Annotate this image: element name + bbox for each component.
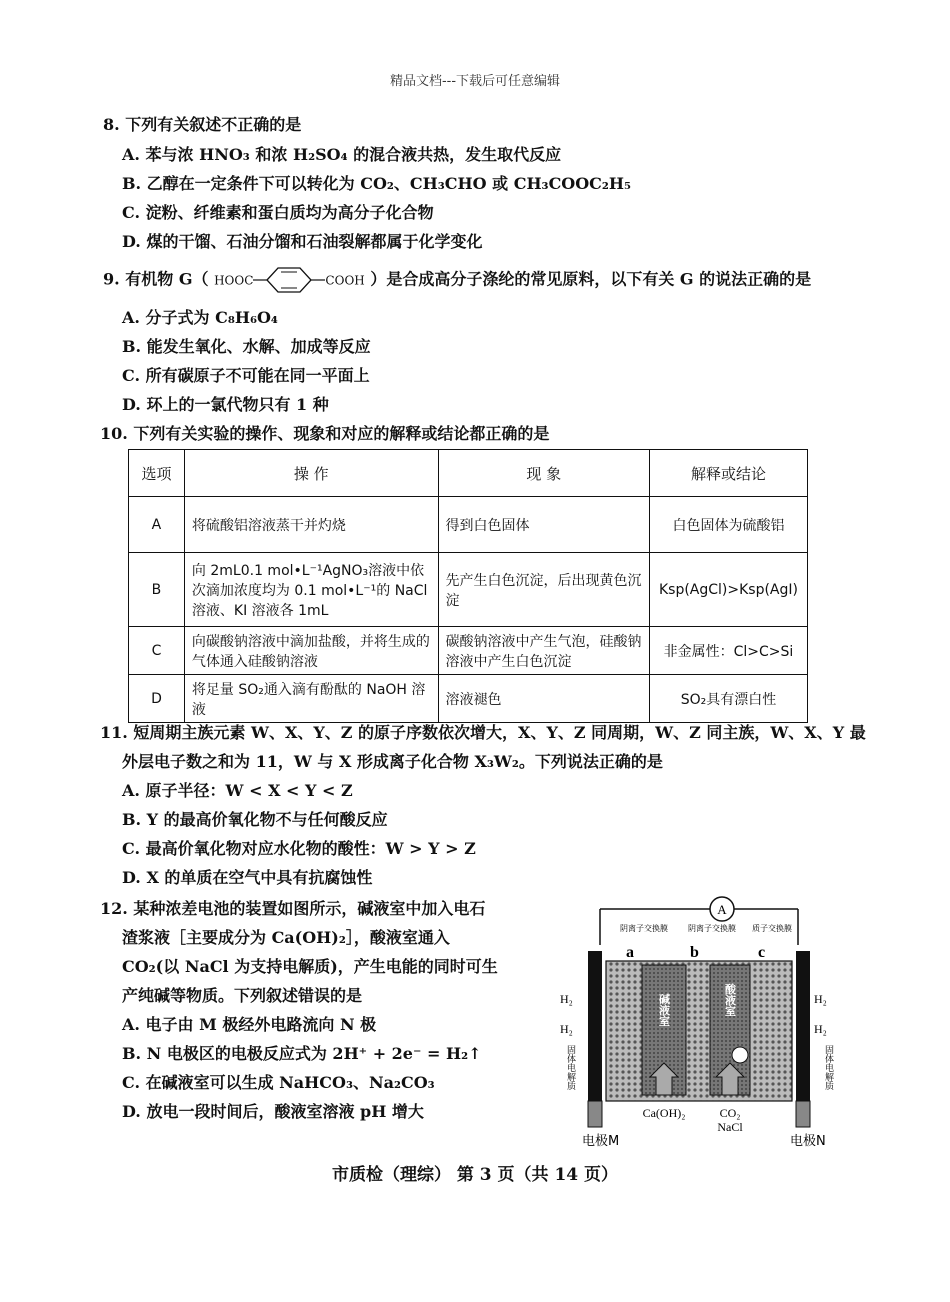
h2-label: H₂: [814, 992, 827, 1006]
table-cell: 先产生白色沉淀，后出现黄色沉淀: [438, 553, 649, 627]
q9-stem: [103, 265, 811, 295]
electrode-n-label: 电极N: [790, 1134, 826, 1149]
table-cell: 得到白色固体: [438, 497, 649, 553]
table-cell: SO₂具有漂白性: [649, 675, 807, 723]
table-cell: 溶液褪色: [438, 675, 649, 723]
membrane-a-letter: a: [626, 944, 634, 961]
q12-option-d: D. 放电一段时间后，酸液室溶液 pH 增大: [122, 1102, 424, 1121]
table-cell: D: [129, 675, 185, 723]
q8-option-c: C. 淀粉、纤维素和蛋白质均为高分子化合物: [122, 203, 434, 222]
table-cell: 向 2mL0.1 mol•L⁻¹AgNO₃溶液中依次滴加浓度均为 0.1 mol•L⁻¹的 NaCl 溶液、KI 溶液各 1mL: [184, 553, 438, 627]
q9-stem-pre: 9. 有机物 G（: [103, 269, 209, 289]
q9-option-a: A. 分子式为 C₈H₆O₄: [122, 308, 278, 327]
q9-cooh: COOH: [325, 273, 365, 288]
benzene-ring-structure: [253, 265, 325, 295]
table-cell: A: [129, 497, 185, 553]
q10-stem: 10. 下列有关实验的操作、现象和对应的解释或结论都正确的是: [100, 424, 550, 443]
q9-hooc: HOOC: [214, 273, 254, 288]
experiment-table: [128, 449, 808, 723]
table-row: [129, 627, 808, 675]
table-header: 选项: [129, 450, 185, 497]
h2-label: H₂: [814, 1022, 827, 1036]
electrode-m-label: 电极M: [582, 1134, 620, 1149]
table-header: 操 作: [184, 450, 438, 497]
q9-option-b: B. 能发生氧化、水解、加成等反应: [122, 337, 371, 356]
q9-option-d: D. 环上的一氯代物只有 1 种: [122, 395, 329, 414]
membrane-c-letter: c: [758, 944, 766, 961]
h2-label: H₂: [560, 1022, 573, 1036]
membrane-c-label: 质子交换膜: [752, 924, 792, 933]
table-row: [129, 497, 808, 553]
table-cell: 碳酸钠溶液中产生气泡，硅酸钠溶液中产生白色沉淀: [438, 627, 649, 675]
solid-electrolyte-left-label: 固体电解质: [565, 1045, 575, 1090]
membrane-b-label: 阴离子交换膜: [688, 924, 736, 933]
table-header-row: [129, 450, 808, 497]
page-header: 精品文档---下载后可任意编辑: [389, 74, 561, 89]
table-cell: 白色固体为硫酸铝: [649, 497, 807, 553]
q12-stem-line1: 12. 某种浓差电池的装置如图所示，碱液室中加入电石: [100, 899, 486, 918]
q12-option-c: C. 在碱液室可以生成 NaHCO₃、Na₂CO₃: [122, 1073, 435, 1092]
table-row: [129, 553, 808, 627]
q11-option-d: D. X 的单质在空气中具有抗腐蚀性: [122, 868, 373, 887]
table-cell: 将足量 SO₂通入滴有酚酞的 NaOH 溶液: [184, 675, 438, 723]
base-chamber-label: 碱液室: [657, 993, 671, 1027]
inlet-left-label: Ca(OH)₂: [642, 1106, 686, 1120]
inlet-right-label-2: NaCl: [717, 1120, 743, 1134]
table-header: 现 象: [438, 450, 649, 497]
q12-stem-line3: CO₂(以 NaCl 为支持电解质)，产生电能的同时可生: [122, 957, 498, 976]
q11-stem-line1: 11. 短周期主族元素 W、X、Y、Z 的原子序数依次增大，X、Y、Z 同周期，W、Z 同主族，W、X、Y 最: [100, 723, 866, 742]
q11-option-c: C. 最高价氧化物对应水化物的酸性：W > Y > Z: [122, 839, 476, 858]
q8-option-a: A. 苯与浓 HNO₃ 和浓 H₂SO₄ 的混合液共热，发生取代反应: [122, 145, 562, 164]
table-header: 解释或结论: [649, 450, 807, 497]
table-cell: C: [129, 627, 185, 675]
q12-option-b: B. N 电极区的电极反应式为 2H⁺ + 2e⁻ = H₂↑: [122, 1044, 482, 1063]
ammeter-label: A: [717, 902, 727, 917]
q11-option-a: A. 原子半径：W < X < Y < Z: [122, 781, 353, 800]
q12-stem-line2: 渣浆液［主要成分为 Ca(OH)₂］，酸液室通入: [122, 928, 450, 947]
electrode-m: [588, 951, 602, 1101]
q8-option-b: B. 乙醇在一定条件下可以转化为 CO₂、CH₃CHO 或 CH₃COOC₂H₅: [122, 174, 632, 193]
electrode-n: [796, 951, 810, 1101]
solid-electrolyte-right-label: 固体电解质: [823, 1045, 833, 1090]
h2-label: H₂: [560, 992, 573, 1006]
q12-stem-line4: 产纯碱等物质。下列叙述错误的是: [122, 986, 363, 1005]
table-row: [129, 675, 808, 723]
table-cell: 将硫酸铝溶液蒸干并灼烧: [184, 497, 438, 553]
table-cell: 向碳酸钠溶液中滴加盐酸，并将生成的气体通入硅酸钠溶液: [184, 627, 438, 675]
q8-option-d: D. 煤的干馏、石油分馏和石油裂解都属于化学变化: [122, 232, 483, 251]
q11-option-b: B. Y 的最高价氧化物不与任何酸反应: [122, 810, 388, 829]
membrane-a-label: 阴离子交换膜: [620, 924, 668, 933]
q12-option-a: A. 电子由 M 极经外电路流向 N 极: [122, 1015, 377, 1034]
q11-stem-line2: 外层电子数之和为 11，W 与 X 形成离子化合物 X₃W₂。下列说法正确的是: [122, 752, 663, 771]
table-cell: B: [129, 553, 185, 627]
acid-chamber-label: 酸液室: [723, 983, 737, 1017]
inlet-right-label-1: CO₂: [719, 1106, 741, 1120]
cell-diagram: [560, 895, 840, 1155]
q9-option-c: C. 所有碳原子不可能在同一平面上: [122, 366, 370, 385]
table-cell: 非金属性：Cl>C>Si: [649, 627, 807, 675]
q9-stem-post: ）是合成高分子涤纶的常见原料，以下有关 G 的说法正确的是: [370, 269, 812, 289]
page-footer: 市质检（理综） 第 3 页（共 14 页）: [331, 1165, 619, 1185]
q8-stem: 8. 下列有关叙述不正确的是: [103, 115, 302, 134]
membrane-b-letter: b: [690, 944, 699, 961]
table-cell: Ksp(AgCl)>Ksp(AgI): [649, 553, 807, 627]
